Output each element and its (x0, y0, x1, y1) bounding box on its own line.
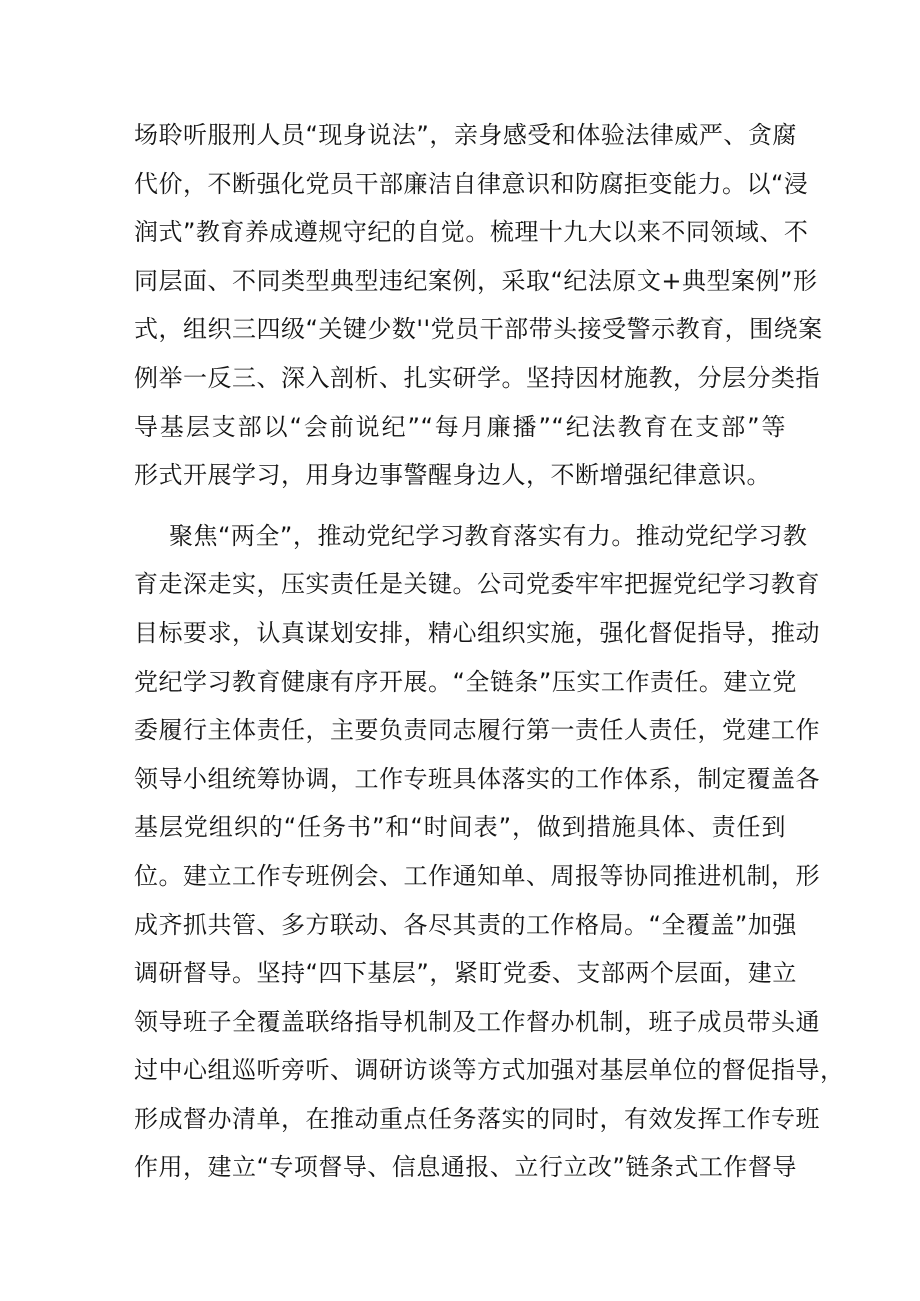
text-line: 委履行主体责任，主要负责同志履行第一责任人责任，党建工作 (134, 716, 820, 745)
text-line: 育走深走实，压实责任是关键。公司党委牢牢把握党纪学习教育 (134, 570, 820, 599)
text-line: 党纪学习教育健康有序开展。“全链条”压实工作责任。建立党 (134, 667, 797, 696)
text-line: 领导班子全覆盖联络指导机制及工作督办机制，班子成员带头通 (134, 1007, 820, 1036)
text-line: 成齐抓共管、多方联动、各尽其责的工作格局。“全覆盖”加强 (134, 910, 797, 939)
text-line: 聚焦“两全”，推动党纪学习教育落实有力。推动党纪学习教 (169, 521, 808, 550)
text-line: 领导小组统筹协调，工作专班具体落实的工作体系，制定覆盖各 (134, 764, 820, 793)
text-line: 位。建立工作专班例会、工作通知单、周报等协同推进机制，形 (134, 861, 820, 890)
text-line: 式，组织三四级“关键少数''党员干部带头接受警示教育，围绕案 (134, 315, 823, 344)
text-line: 形式开展学习，用身边事警醒身边人，不断增强纪律意识。 (134, 461, 771, 490)
text-line: 目标要求，认真谋划安排，精心组织实施，强化督促指导，推动 (134, 618, 820, 647)
text-line: 场聆听服刑人员“现身说法”，亲身感受和体验法律威严、贪腐 (134, 121, 797, 149)
text-line: 代价，不断强化党员干部廉洁自律意识和防腐拒变能力。以“浸 (134, 169, 809, 198)
text-line: 形成督办清单，在推动重点任务落实的同时，有效发挥工作专班 (134, 1104, 820, 1133)
text-line: 作用，建立“专项督导、信息通报、立行立改”链条式工作督导 (134, 1153, 797, 1182)
paragraph-1 (134, 111, 823, 500)
text-line: 例举一反三、深入剖析、扎实研学。坚持因材施教，分层分类指 (134, 363, 820, 392)
paragraph-spacer (134, 500, 786, 512)
document-body (134, 111, 845, 1192)
text-line: 过中心组巡听旁听、调研访谈等方式加强对基层单位的督促指导， (134, 1056, 845, 1085)
text-line: 调研督导。坚持“四下基层”，紧盯党委、支部两个层面，建立 (134, 959, 797, 988)
text-line: 基层党组织的“任务书”和“时间表”，做到措施具体、责任到 (134, 813, 786, 842)
text-line: 同层面、不同类型典型违纪案例，采取“纪法原文+典型案例”形 (134, 266, 818, 295)
text-line: 润式”教育养成遵规守纪的自觉。梳理十九大以来不同领域、不 (134, 218, 809, 247)
text-line: 导基层支部以“会前说纪”“每月廉播”“纪法教育在支部”等 (134, 412, 786, 441)
paragraph-2 (134, 512, 845, 1192)
